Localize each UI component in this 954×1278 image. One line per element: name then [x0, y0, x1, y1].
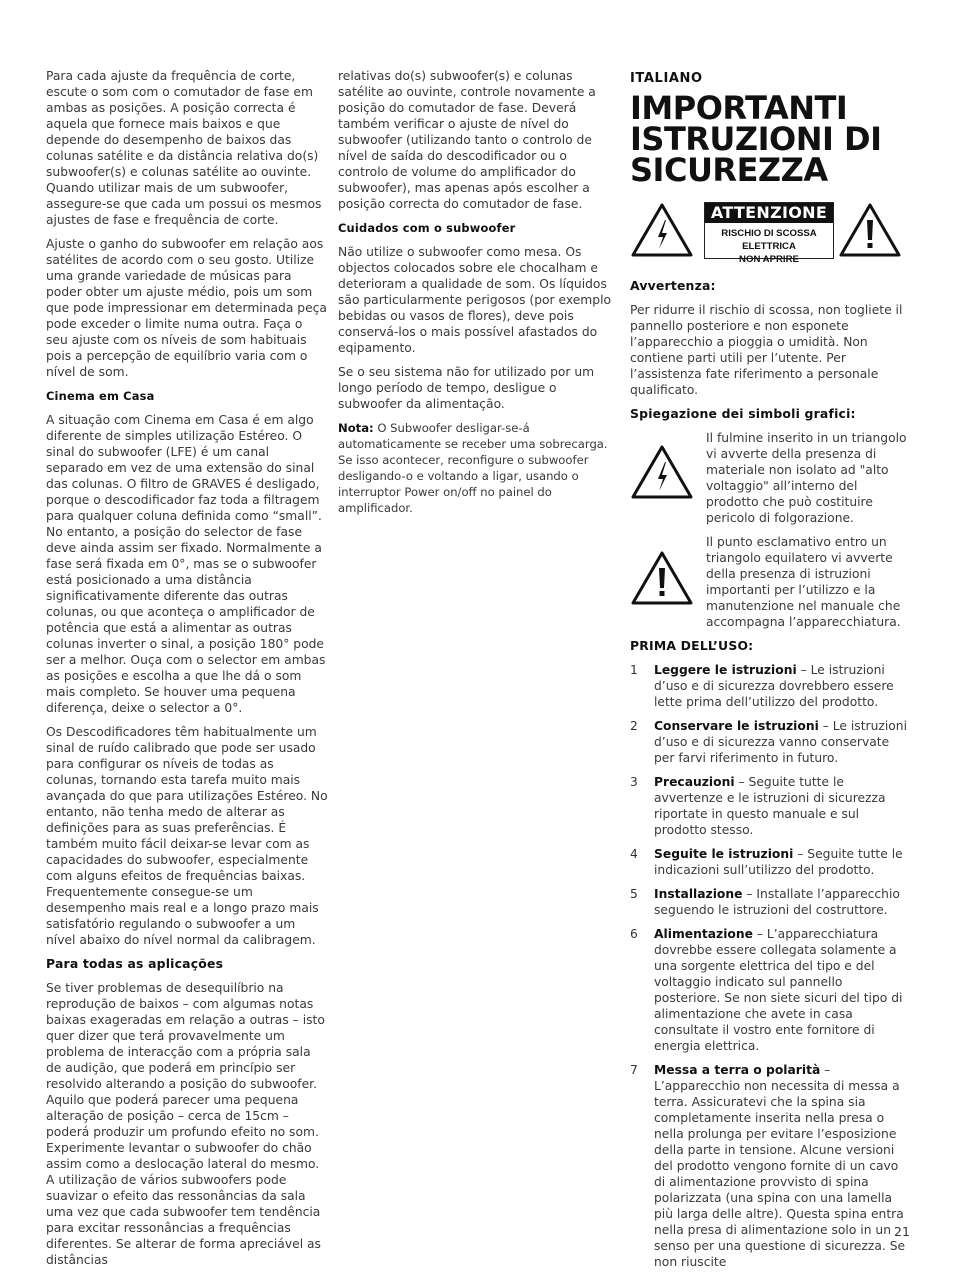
- exclamation-triangle-icon: [838, 202, 902, 258]
- attenzione-heading: ATTENZIONE: [705, 203, 833, 223]
- column-portuguese-right: [338, 68, 618, 524]
- note-text: O Subwoofer desligar-se-á automaticamente se receber uma sobrecarga. Se isso acontecer, reconfigure o subwoofer desligando-o e voltando a ligar, usando o interruptor Power on/off no painel do amplificador.: [338, 421, 608, 515]
- list-item: [630, 926, 910, 1054]
- symbol-explanation-exclamation: [630, 534, 910, 630]
- list-item: [630, 774, 910, 838]
- column-italian: [630, 68, 910, 1278]
- item-text: – Installate l’apparecchio seguendo le istruzioni del costruttore.: [654, 887, 900, 917]
- list-item: [630, 886, 910, 918]
- item-label: Conservare le istruzioni: [654, 719, 819, 733]
- item-text: – L’apparecchio non necessita di messa a terra. Assicuratevi che la spina sia completamente inserita nella presa o nella prolunga per evitare l’esposizione della parte in tensione. Alcune versioni del prodotto vengono fornite di un cavo di alimentazione provvisto di spina polarizzata (una spina con una lamella più larga delle altre). Questa spina entra nella presa di alimentazione solo in un senso per una questione di sicurezza. Se non riuscite: [654, 1063, 906, 1269]
- heading-cinema-em-casa: Cinema em Casa: [46, 389, 155, 403]
- list-item: [630, 662, 910, 710]
- title-line: SICUREZZA: [630, 151, 828, 189]
- item-number: 2: [630, 719, 638, 733]
- list-item: [630, 846, 910, 878]
- note-label: Nota:: [338, 421, 374, 435]
- item-label: Seguite le istruzioni: [654, 847, 794, 861]
- paragraph: Os Descodificadores têm habitualmente um sinal de ruído calibrado que pode ser usado para configurar os níveis de todas as colunas, tornando esta tarefa muito mais avançada do que para utilizações Estéreo. No entanto, não tenha medo de alterar as definições para as suas preferências. É também muito fácil deixar-se levar com as capacidades do subwoofer, especialmente com alguns efeitos de frequências baixas. Frequentemente consegue-se um desempenho mais real e a longo prazo mais satisfatório regulando o subwoofer a um nível abaixo do nível normal da calibragem.: [46, 725, 328, 947]
- paragraph: Il punto esclamativo entro un triangolo equilatero vi avverte della presenza di istruzioni importanti per l’utilizzo e la manutenzione nel manuale che accompagna l’apparecchiatura.: [706, 535, 901, 629]
- heading-avvertenza: Avvertenza:: [630, 278, 716, 293]
- paragraph: Il fulmine inserito in un triangolo vi avverte della presenza di materiale non isolato ad "alto voltaggio" all’interno del prodotto che può costituire pericolo di folgorazione.: [706, 431, 907, 525]
- attenzione-box: [704, 202, 834, 265]
- item-number: 6: [630, 927, 638, 941]
- page-title: [630, 89, 910, 189]
- item-number: 7: [630, 1063, 638, 1077]
- item-label: Messa a terra o polarità: [654, 1063, 821, 1077]
- lightning-triangle-icon: [630, 202, 694, 258]
- item-text: – Seguite tutte le indicazioni sull’utilizzo del prodotto.: [654, 847, 903, 877]
- item-text: – L’apparecchiatura dovrebbe essere collegata solamente a una sorgente elettrica del tipo e del voltaggio indicato sul pannello posteriore. Se non siete sicuri del tipo di alimentazione che avete in casa consultate il vostro ente fornitore di energia elettrica.: [654, 927, 903, 1053]
- heading-cuidados-com-o-subwoofer: Cuidados com o subwoofer: [338, 221, 516, 235]
- instruction-list: [630, 662, 910, 1270]
- paragraph: Se tiver problemas de desequilíbrio na reprodução de baixos – com algumas notas baixas exageradas em relação a outras – isto quer dizer que terá provavelmente um problema de interacção com a própria sala de audição, que poderá em princípio ser resolvido alterando a posição do subwoofer. Aquilo que poderá parecer uma pequena alteração de posição – cerca de 15cm – poderá produzir um profundo efeito no som. Experimente levantar o subwoofer do chão assim como a deslocação lateral do mesmo. A utilização de vários subwoofers pode suavizar o efeito das ressonâncias da sala uma vez que cada subwoofer tem tendência para excitar ressonâncias a frequências diferentes. Se alterar de forma apreciável as distâncias: [46, 981, 325, 1267]
- item-text: – Seguite tutte le avvertenze e le istruzioni di sicurezza riportate in questo manuale e sul prodotto stesso.: [654, 775, 886, 837]
- item-label: Alimentazione: [654, 927, 753, 941]
- attenzione-line: NON APRIRE: [739, 254, 799, 265]
- title-line: ISTRUZIONI DI: [630, 120, 882, 158]
- warning-label: [630, 200, 910, 265]
- item-label: Precauzioni: [654, 775, 735, 789]
- paragraph: A situação com Cinema em Casa é em algo diferente de simples utilização Estéreo. O sinal do subwoofer (LFE) é um canal separado em vez de uma extensão do sinal das colunas. O filtro de GRAVES é desligado, porque o descodificador faz toda a filtragem para qualquer coluna definida como “small”. No entanto, a posição do selector de fase deve ainda assim ser fixado. Normalmente a fase será fixada em 0°, mas se o subwoofer está posicionado a uma distância significativamente diferente das outras colunas, ou que aconteça o amplificador de potência que está a alimentar as outras colunas inverter o sinal, a posição 180° pode ser a melhor. Ouça com o selector em ambas as posições e escolha a que lhe dá o som mais completo. Se houver uma pequena diferença, deixe o selector a 0°.: [46, 413, 326, 715]
- paragraph: Não utilize o subwoofer como mesa. Os objectos colocados sobre ele chocalham e deterioram a qualidade de som. Os líquidos são particularmente perigosos (por exemplo bebidas ou vasos de flores), deve pois conservá-los o mais possível afastados do eqipamento.: [338, 245, 612, 355]
- symbol-explanation-lightning: [630, 430, 910, 526]
- heading-para-todas-as-aplicacoes: Para todas as aplicações: [46, 956, 224, 971]
- heading-prima-dell-uso: PRIMA DELL’USO:: [630, 638, 754, 653]
- paragraph: relativas do(s) subwoofer(s) e colunas satélite ao ouvinte, controle novamente a posição do comutador de fase. Deverá também verificar o ajuste de nível do subwoofer (utilizando tanto o controlo de nível de saída do descodificador ou o controlo de volume do amplificador do subwoofer), mas apenas após escolher a posição correcta do comutador de fase.: [338, 69, 596, 211]
- paragraph: Para cada ajuste da frequência de corte, escute o som com o comutador de fase em ambas as posições. A posição correcta é aquela que fornece mais baixos e que depende do desempenho de baixos das colunas satélite e da distância relativa do(s) subwoofer(s) e colunas satélite ao ouvinte. Quando utilizar mais de um subwoofer, assegure-se que cada um possui os mesmos ajustes de fase e frequência de corte.: [46, 69, 322, 227]
- attenzione-subtext: [705, 227, 833, 266]
- page-number: 21: [894, 1224, 910, 1239]
- item-number: 1: [630, 663, 638, 677]
- attenzione-line: RISCHIO DI SCOSSA ELETTRICA: [721, 228, 817, 252]
- title-line: IMPORTANTI: [630, 89, 848, 127]
- paragraph: Ajuste o ganho do subwoofer em relação aos satélites de acordo com o seu gosto. Utilize uma grande variedade de músicas para poder obter um ajuste médio, pois um som que pode impressionar em determinada peça pode exceder o limite numa outra. Faça o seu ajuste com os níveis de som habituais pois a percepção de equilíbrio varia com o nível de som.: [46, 237, 327, 379]
- exclamation-triangle-icon: [630, 550, 694, 606]
- list-item: [630, 718, 910, 766]
- item-label: Leggere le istruzioni: [654, 663, 797, 677]
- language-label: ITALIANO: [630, 71, 703, 86]
- item-label: Installazione: [654, 887, 743, 901]
- item-number: 3: [630, 775, 638, 789]
- item-text: – Le istruzioni d’uso e di sicurezza vanno conservate per farvi riferimento in futuro.: [654, 719, 907, 765]
- paragraph: Se o seu sistema não for utilizado por um longo período de tempo, desligue o subwoofer da alimentação.: [338, 365, 595, 411]
- item-number: 5: [630, 887, 638, 901]
- list-item: [630, 1062, 910, 1270]
- column-portuguese-left: [46, 68, 328, 1276]
- item-number: 4: [630, 847, 638, 861]
- heading-spiegazione-simboli: Spiegazione dei simboli grafici:: [630, 406, 856, 421]
- lightning-triangle-icon: [630, 444, 694, 500]
- note-paragraph: [338, 420, 618, 516]
- item-text: – Le istruzioni d’uso e di sicurezza dovrebbero essere lette prima dell’utilizzo del prodotto.: [654, 663, 894, 709]
- paragraph: Per ridurre il rischio di scossa, non togliete il pannello posteriore e non esponete l’apparecchio a pioggia o umidità. Non contiene parti utili per l’utente. Per l’assistenza fate riferimento a personale qualificato.: [630, 303, 903, 397]
